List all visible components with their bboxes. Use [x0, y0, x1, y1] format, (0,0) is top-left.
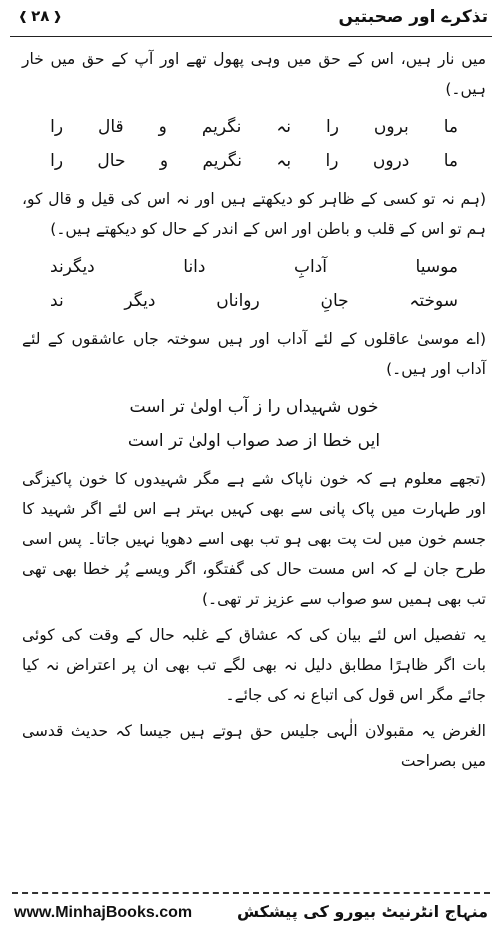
verse-1-line-2 [22, 144, 486, 178]
verse-word: نگریم [201, 117, 242, 137]
verse-word: موسیا [415, 257, 458, 277]
verse-word: ما [443, 117, 458, 137]
page-number: ۲۸ [31, 7, 50, 25]
verse-line: خوں شہیداں را ز آب اولیٰ تر است [129, 397, 379, 417]
verse-word: و [158, 117, 167, 137]
page-header [10, 6, 492, 32]
verse-word: حال [97, 151, 126, 171]
verse-word: دیگرند [50, 257, 95, 277]
verse-word: ند [50, 291, 64, 311]
ornament-left-icon: ❰ [18, 9, 29, 23]
paragraph-2: (ہم نہ تو کسی کے ظاہر کو دیکھتے ہیں اور نہ اس کی قیل و قال کو، ہم تو اس کے قلب و باطن اور اس کے اندر کے حال کو دیکھتے ہیں۔) [22, 190, 486, 238]
running-title: تذکرے اور صحبتیں [338, 7, 488, 27]
paragraph-5: یہ تفصیل اس لئے بیان کی کہ عشاق کے غلبہ حال کے وقت کی کوئی بات اگر ظاہرًا مطابق دلیل نہ بھی لگے تب بھی ان پر اعتراض نہ کیا جائے مگر اس قول کی اتباع نہ کی جائے۔ [22, 626, 486, 704]
verse-line: ایں خطا از صد صواب اولیٰ تر است [127, 431, 381, 451]
page-body [22, 44, 486, 776]
verse-word: بہ [276, 151, 292, 171]
verse-word: نہ [276, 117, 292, 137]
verse-3-line-2 [22, 424, 486, 458]
verse-3-line-1 [22, 390, 486, 424]
verse-word: جانِ [320, 291, 349, 311]
verse-word: قال [98, 117, 124, 137]
verse-word: نگریم [202, 151, 243, 171]
verse-word: را [50, 117, 64, 137]
verse-word: دیگر [124, 291, 156, 311]
verse-word: رواناں [216, 291, 260, 311]
verse-2-line-2 [22, 284, 486, 318]
verse-word: و [159, 151, 169, 171]
paragraph-4: (تجھے معلوم ہے کہ خون ناپاک شے ہے مگر شہیدوں کا خون پاکیزگی اور طہارت میں پاک پانی سے بھی کہیں بہتر ہے اس لئے اگر شہید کا جسم خون میں لت پت بھی ہو تب بھی اسے دھویا نہیں جاتا۔ پس اسی طرح جان لے کہ اس مست حال کی گفتگو، اگر ویسے پُر خطا بھی تھی تب بھی ہمیں سو صواب سے عزیز تر تھی۔) [22, 470, 486, 608]
verse-word: دروں [372, 151, 410, 171]
verse-word: را [326, 117, 339, 137]
verse-word: سوختہ [409, 291, 458, 311]
verse-word: را [325, 151, 339, 171]
page-footer [14, 900, 488, 930]
verse-word: ما [443, 151, 458, 171]
paragraph-6: الغرض یہ مقبولان الٰہی جلیس حق ہوتے ہیں جیسا کہ حدیث قدسی میں بصراحت [22, 722, 486, 770]
verse-word: دانا [183, 257, 206, 277]
footer-divider [12, 892, 490, 894]
verse-1-line-1 [22, 110, 486, 144]
website-link[interactable]: www.MinhajBooks.com [14, 904, 193, 921]
ornament-right-icon: ❱ [52, 9, 63, 23]
paragraph-1: میں نار ہیں، اس کے حق میں وہی پھول تھے اور آپ کے حق میں خار ہیں۔) [22, 50, 486, 98]
verse-word: آدابِ [294, 257, 328, 277]
page-number-block [18, 7, 62, 25]
verse-word: را [50, 151, 64, 171]
verse-word: بروں [373, 117, 409, 137]
header-divider [10, 36, 492, 37]
publisher-credit: منہاج انٹرنیٹ بیورو کی پیشکش [236, 902, 488, 921]
paragraph-3: (اے موسیٰ عاقلوں کے لئے آداب اور ہیں سوختہ جاں عاشقوں کے لئے آداب اور ہیں۔) [22, 330, 486, 378]
verse-2-line-1 [22, 250, 486, 284]
